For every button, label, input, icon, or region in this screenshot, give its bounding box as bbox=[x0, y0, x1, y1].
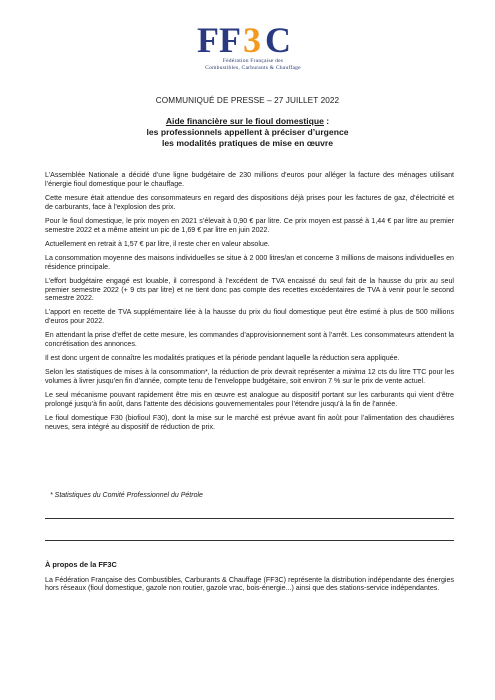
about-section bbox=[45, 561, 454, 593]
ff3c-logo bbox=[178, 18, 328, 72]
paragraph: Le fioul domestique F30 (biofioul F30), dont la mise sur le marché est prévue avant fin août pour l’alimentation des chaudières neuves, sera intégré au dispositif de réduction de prix. bbox=[45, 414, 454, 431]
paragraph: Actuellement en retrait à 1,57 € par litre, il reste cher en valeur absolue. bbox=[45, 239, 270, 248]
title-line1-suffix: : bbox=[323, 116, 330, 126]
title-line1 bbox=[60, 116, 435, 127]
latin-phrase: a minima bbox=[336, 368, 366, 377]
paragraph: Le seul mécanisme pouvant rapidement être mis en œuvre est analogue au dispositif portant sur les carburants qui vient d’être prolongé jusqu’à fin août, dans l’attente des décisions gouvernementales pour l’étendre jusqu’à la fin de l’année. bbox=[45, 391, 454, 409]
document-title bbox=[60, 116, 435, 149]
press-release-date: COMMUNIQUÉ DE PRESSE – 27 JUILLET 2022 bbox=[155, 96, 340, 105]
title-line3: les modalités pratiques de mise en œuvre bbox=[162, 138, 333, 148]
logo-3-letter: 3 bbox=[243, 20, 261, 58]
paragraph: Selon les statistiques de mises à la consommation*, la réduction de prix devrait représenter a minima 12 cts du litre TTC pour les volumes à livrer jusqu’en fin d’année, compte tenu de l’enveloppe budgétaire, soit environ 7 % sur le prix de vente actuel. bbox=[45, 368, 455, 386]
paragraph: En attendant la prise d’effet de cette mesure, les commandes d’approvisionnement sont à l’arrêt. Les consommateurs attendent la concrétisation des annonces. bbox=[45, 331, 454, 349]
paragraph: L’apport en recette de TVA supplémentaire liée à la hausse du prix du fioul domestique peut être estimé à plus de 500 millions d’euros pour 2022. bbox=[45, 308, 454, 326]
paragraph: Pour le fioul domestique, le prix moyen en 2021 s’élevait à 0,90 € par litre. Ce prix moyen est passé à 1,44 € par litre au premier semestre 2022 et a même atteint un pic de 1,69 € par litre en juin 2022. bbox=[45, 216, 454, 234]
paragraph: L’Assemblée Nationale a décidé d’une ligne budgétaire de 230 millions d’euros pour alléger la facture des ménages utilisant l’énergie fioul domestique pour le chauffage. bbox=[45, 171, 454, 188]
logo-c-letter: C bbox=[265, 20, 291, 58]
ff3c-logo-mark bbox=[193, 18, 313, 58]
title-line1-underlined: Aide financière sur le fioul domestique bbox=[165, 116, 324, 126]
body-text bbox=[45, 171, 454, 437]
paragraph: La consommation moyenne des maisons individuelles se situe à 2 000 litres/an et concerne 3 millions de maisons individuelles en résidence principale. bbox=[45, 253, 454, 271]
logo-subtitle-line2: Combustibles, Carburants & Chauffage bbox=[205, 65, 301, 71]
logo-subtitle-line1: Fédération Française des bbox=[222, 58, 284, 64]
about-heading: À propos de la FF3C bbox=[45, 560, 117, 569]
logo-ff-letters: FF bbox=[197, 20, 241, 58]
divider-bottom bbox=[45, 540, 454, 541]
paragraph: L’effort budgétaire engagé est louable, il correspond à l’excédent de TVA encaissé du seul fait de la hausse du prix au seul premier semestre 2022 (+ 9 cts par litre) et ne tient donc pas compte des recettes excédentaires de TVA à venir pour le second semestre 2022. bbox=[45, 276, 454, 303]
paragraph: Cette mesure était attendue des consommateurs en regard des dispositions déjà prises pour les factures de gaz, d’électricité et de carburants, face à l’explosion des prix. bbox=[45, 193, 454, 211]
title-line2: les professionnels appellent à préciser d’urgence bbox=[146, 127, 349, 137]
divider-top bbox=[45, 518, 454, 519]
paragraph: Il est donc urgent de connaître les modalités pratiques et la période pendant laquelle la réduction sera appliquée. bbox=[45, 354, 400, 363]
footnote: * Statistiques du Comité Professionnel du Pétrole bbox=[50, 492, 203, 499]
about-text: La Fédération Française des Combustibles, Carburants & Chauffage (FF3C) représente la distribution indépendante des énergies hors réseaux (fioul domestique, gazole non routier, gazole vrac, bois-énergie...) ainsi que des stations-service indépendantes. bbox=[45, 575, 454, 593]
